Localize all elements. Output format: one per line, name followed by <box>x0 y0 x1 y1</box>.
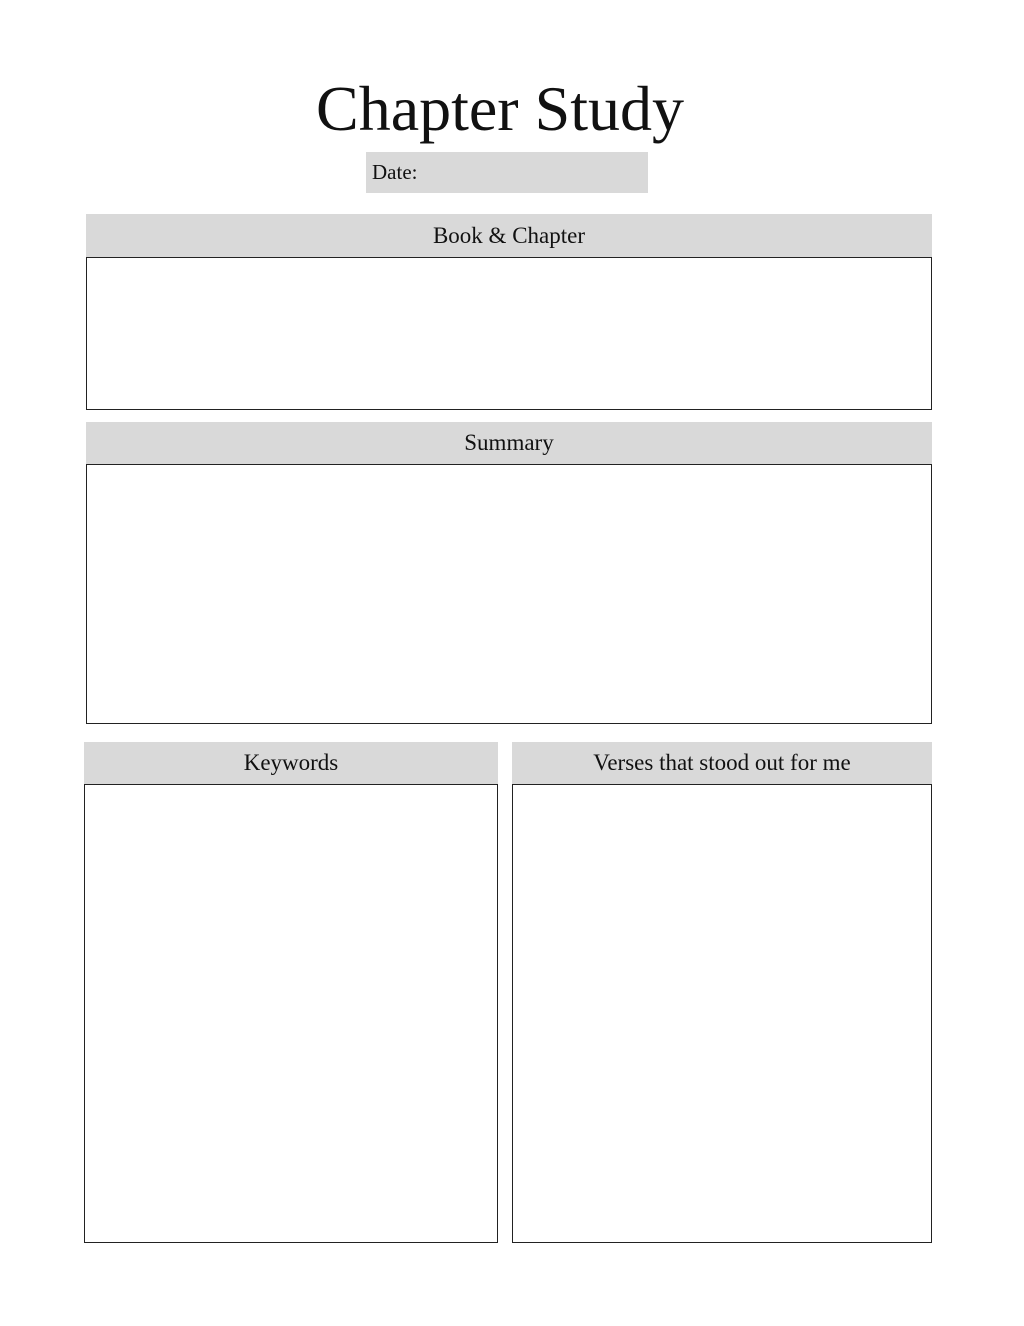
date-field[interactable] <box>366 152 648 193</box>
verses-header: Verses that stood out for me <box>512 742 932 784</box>
verses-box[interactable] <box>512 784 932 1243</box>
summary-box[interactable] <box>86 464 932 724</box>
keywords-box[interactable] <box>84 784 498 1243</box>
book-chapter-header: Book & Chapter <box>86 214 932 257</box>
summary-header: Summary <box>86 422 932 464</box>
keywords-header: Keywords <box>84 742 498 784</box>
page-title: Chapter Study <box>316 73 684 144</box>
date-label: Date: <box>372 160 418 184</box>
book-chapter-box[interactable] <box>86 257 932 410</box>
